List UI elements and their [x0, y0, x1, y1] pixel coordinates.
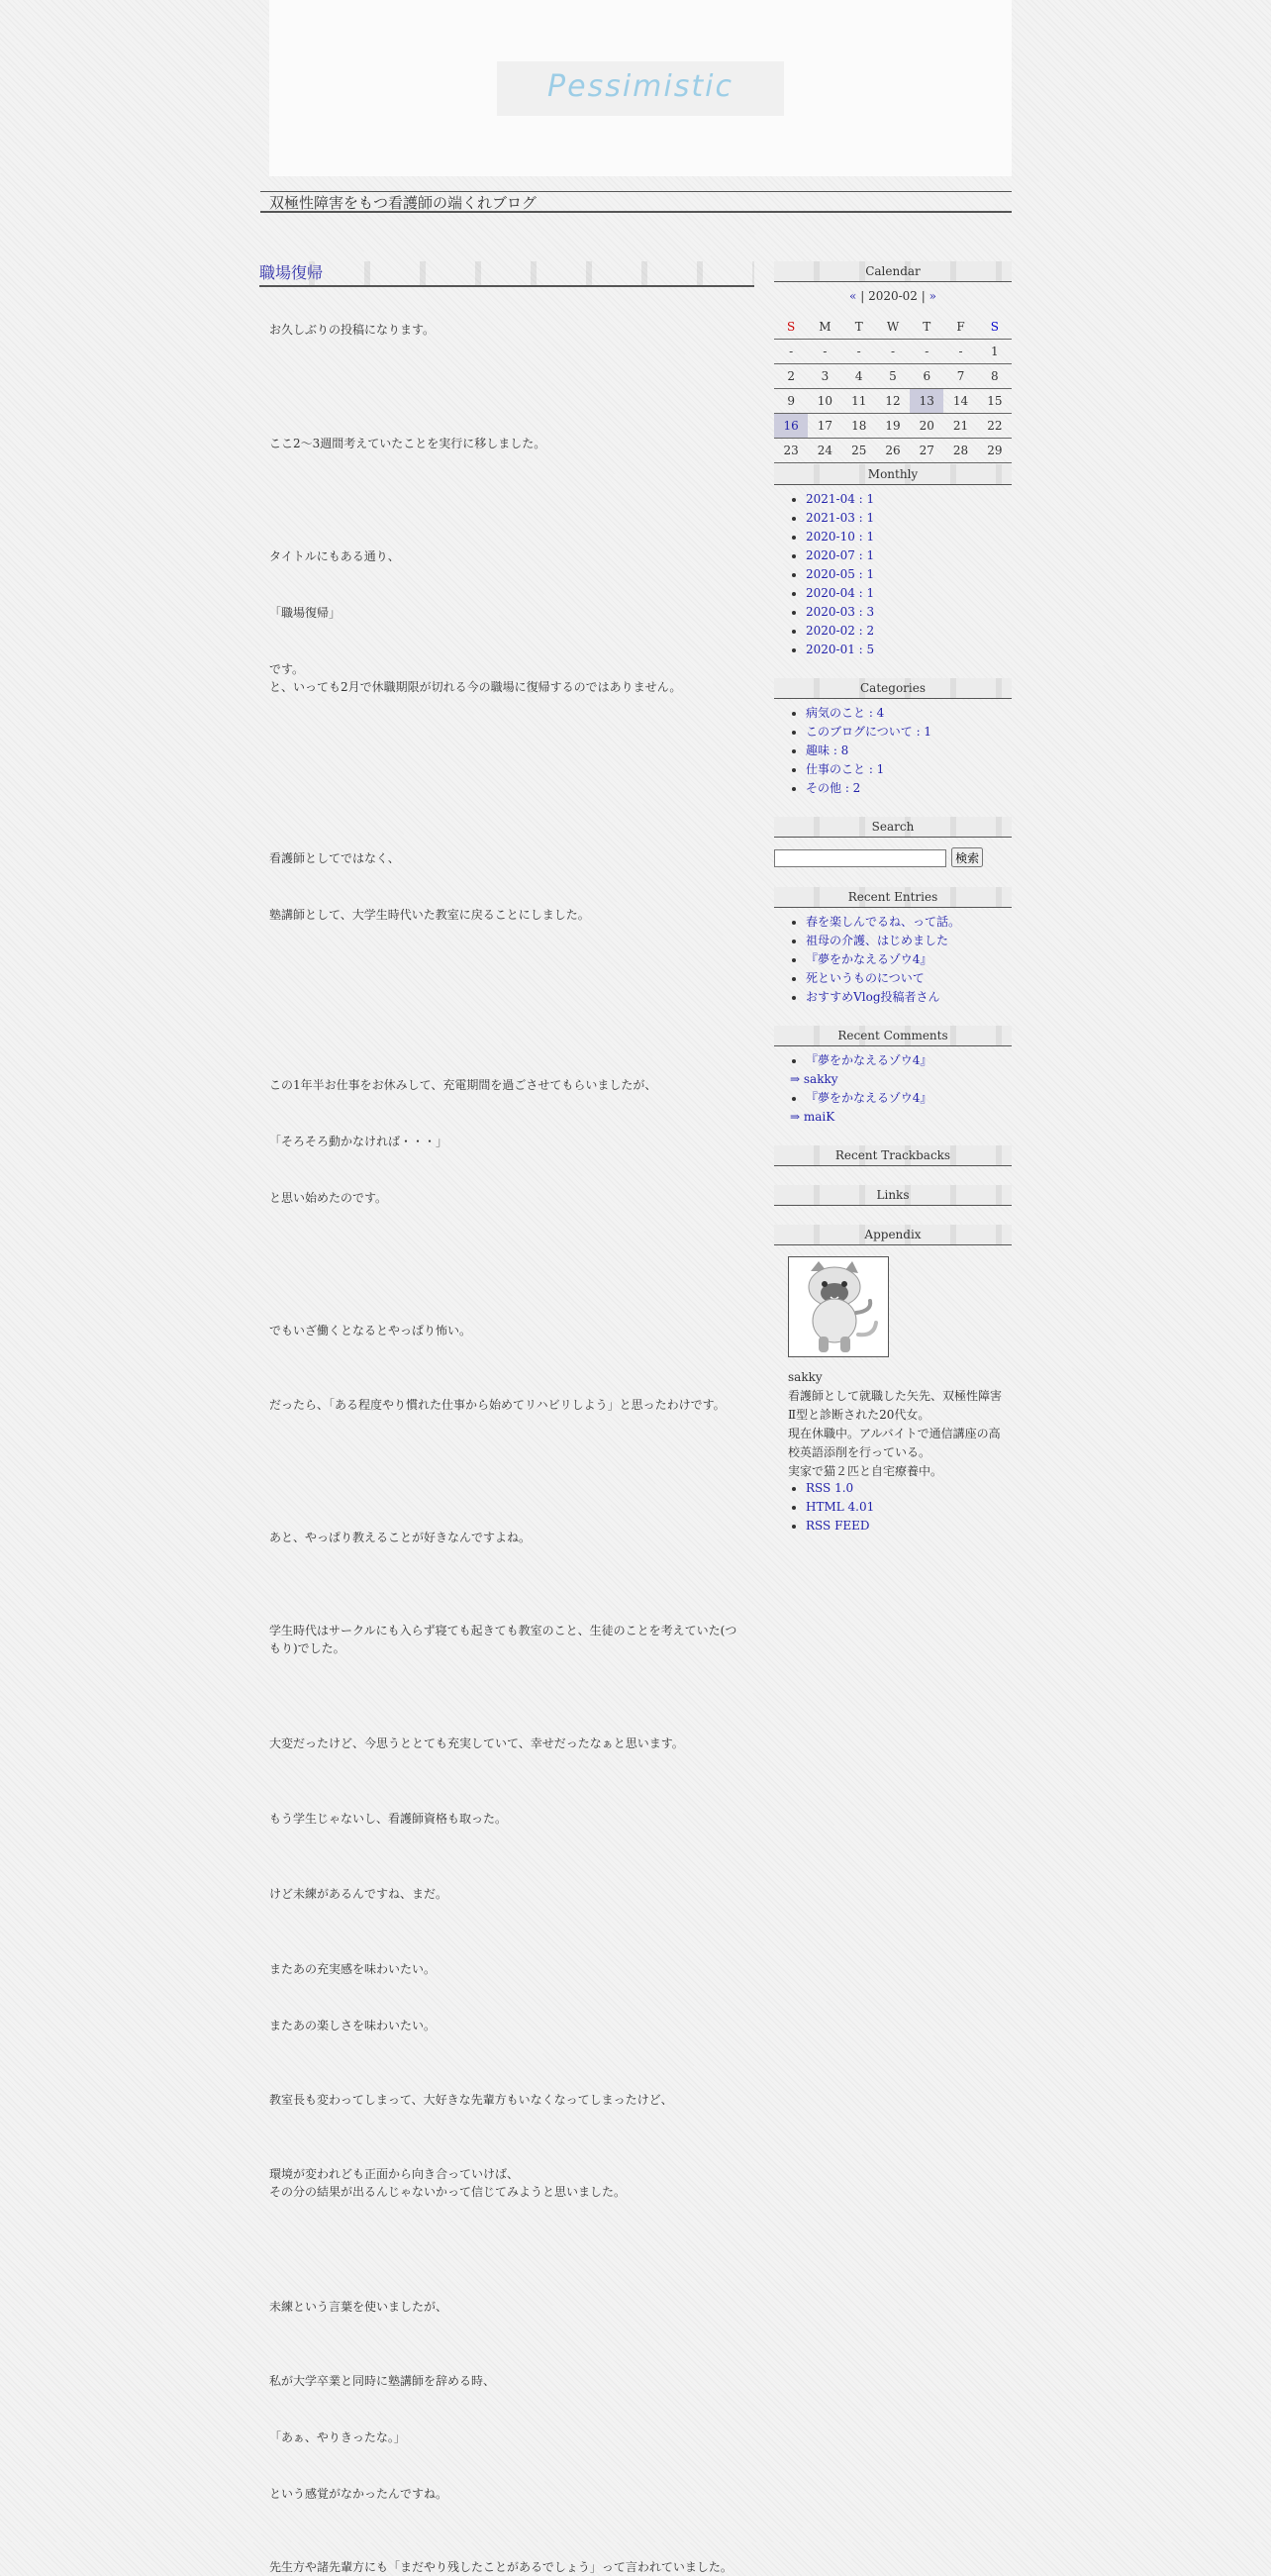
- profile-avatar: [788, 1256, 889, 1357]
- banner-inner: [497, 61, 784, 116]
- arrow-icon: ⇒: [790, 1110, 801, 1124]
- entry-paragraph: あと、やっぱり教えることが好きなんですよね。: [269, 1531, 532, 1544]
- cat-avatar-icon: [789, 1257, 888, 1356]
- header-banner[interactable]: [269, 0, 1012, 176]
- calendar-day-header: F: [943, 315, 977, 340]
- recent-entry-link[interactable]: 『夢をかなえるゾウ4』: [806, 952, 932, 966]
- calendar-cell: 28: [943, 439, 977, 463]
- entry-paragraph: 先生方や諸先輩方にも「まだやり残したことがあるでしょう」って言われていました。: [269, 2560, 733, 2574]
- entry-paragraph: この1年半お仕事をお休みして、充電期間を過ごさせてもらいましたが、: [269, 1078, 657, 1092]
- calendar-cell: 2: [774, 364, 808, 389]
- entry-paragraph: 「職場復帰」: [269, 606, 342, 620]
- blog-title-link[interactable]: 双極性障害をもつ看護師の端くれブログ: [269, 194, 538, 212]
- calendar-cell-post-link[interactable]: [774, 414, 808, 439]
- calendar-prev-link[interactable]: «: [849, 289, 857, 303]
- entry-paragraph: 教室長も変わってしまって、大好きな先輩方もいなくなってしまったけど、: [269, 2093, 673, 2107]
- calendar-cell: 10: [808, 389, 841, 414]
- calendar-cell: 11: [842, 389, 876, 414]
- calendar-cell: 25: [842, 439, 876, 463]
- entry-paragraph: と思い始めたのです。: [269, 1191, 388, 1205]
- category-item: [806, 742, 1012, 760]
- monthly-link[interactable]: 2020-04 : 1: [806, 586, 875, 600]
- rss-feed-link[interactable]: RSS FEED: [806, 1519, 870, 1533]
- blog-logo[interactable]: Pessimistic: [547, 69, 733, 104]
- calendar-table: [774, 315, 1012, 463]
- recent-entry-link[interactable]: 死というものについて: [806, 971, 925, 985]
- category-link[interactable]: このブログについて : 1: [806, 725, 932, 739]
- calendar-cell: 18: [842, 414, 876, 439]
- monthly-link[interactable]: 2021-03 : 1: [806, 511, 875, 525]
- monthly-link[interactable]: 2020-02 : 2: [806, 624, 875, 638]
- category-link[interactable]: 趣味 : 8: [806, 743, 849, 757]
- calendar-cell: 29: [978, 439, 1012, 463]
- calendar-day-header: M: [808, 315, 841, 340]
- entry-paragraph: お久しぶりの投稿になります。: [269, 323, 436, 337]
- category-link[interactable]: 仕事のこと : 1: [806, 762, 885, 776]
- monthly-link[interactable]: 2020-01 : 5: [806, 643, 875, 656]
- monthly-item: [806, 584, 1012, 603]
- calendar-cell: 27: [910, 439, 943, 463]
- recent-entry-link[interactable]: 春を楽しんでるね、って話。: [806, 915, 961, 929]
- recent-entry-item: [806, 913, 1012, 932]
- entry-paragraph: 看護師としてではなく、: [269, 851, 400, 865]
- calendar-cell: -: [943, 340, 977, 364]
- search-input[interactable]: [774, 849, 946, 867]
- entry-paragraph: またあの楽しさを味わいたい。: [269, 2019, 437, 2032]
- recent-comment-entry-list: [774, 1089, 1012, 1108]
- monthly-link[interactable]: 2021-04 : 1: [806, 492, 875, 506]
- calendar-cell: 26: [876, 439, 910, 463]
- calendar-cell: 14: [943, 389, 977, 414]
- category-item: [806, 723, 1012, 742]
- categories-heading: Categories: [774, 678, 1012, 699]
- calendar-day-header: S: [774, 315, 808, 340]
- calendar-cell: 20: [910, 414, 943, 439]
- entry-paragraph: 「そろそろ動かなければ・・・」: [269, 1135, 448, 1148]
- entry-paragraph: 「あぁ、やりきったな。」: [269, 2430, 406, 2444]
- calendar-separator: |: [856, 289, 869, 303]
- calendar-cell: 6: [910, 364, 943, 389]
- monthly-item: [806, 528, 1012, 546]
- calendar-cell: 4: [842, 364, 876, 389]
- calendar-cell: 12: [876, 389, 910, 414]
- calendar-cell: -: [808, 340, 841, 364]
- recent-entry-link[interactable]: 祖母の介護、はじめました: [806, 934, 949, 947]
- search-form: [774, 847, 983, 867]
- calendar-cell: 15: [978, 389, 1012, 414]
- recent-entry-item: [806, 950, 1012, 969]
- calendar-cell: 19: [876, 414, 910, 439]
- category-link[interactable]: 病気のこと : 4: [806, 706, 885, 720]
- recent-entry-item: [806, 988, 1012, 1007]
- profile-name: sakky: [788, 1370, 823, 1384]
- search-button[interactable]: 検索: [951, 847, 983, 867]
- recent-entries-list: [774, 913, 1012, 1007]
- links-heading: Links: [774, 1185, 1012, 1206]
- recent-entries-heading: Recent Entries: [774, 887, 1012, 908]
- entry-paragraph: という感覚がなかったんですね。: [269, 2487, 448, 2501]
- monthly-item: [806, 490, 1012, 509]
- calendar-cell: -: [910, 340, 943, 364]
- calendar-day-link[interactable]: 16: [783, 419, 799, 433]
- monthly-link[interactable]: 2020-07 : 1: [806, 548, 875, 562]
- recent-comment-entry-list: [774, 1051, 1012, 1070]
- monthly-item: [806, 622, 1012, 641]
- calendar-cell: 22: [978, 414, 1012, 439]
- monthly-list: [774, 490, 1012, 659]
- entry-title[interactable]: [259, 261, 754, 287]
- calendar-cell-highlighted: 13: [910, 389, 943, 414]
- feed-link-item: [806, 1479, 1012, 1498]
- calendar-cell: 1: [978, 340, 1012, 364]
- calendar-cell: 9: [774, 389, 808, 414]
- entry-paragraph: ここ2～3週間考えていたことを実行に移しました。: [269, 437, 546, 450]
- entry-paragraph: 大変だったけど、今思うととても充実していて、幸せだったなぁと思います。: [269, 1736, 684, 1750]
- calendar-cell: 17: [808, 414, 841, 439]
- calendar-cell: -: [876, 340, 910, 364]
- entry-paragraph: けど未練があるんですね、まだ。: [269, 1887, 448, 1901]
- calendar-cell: 21: [943, 414, 977, 439]
- category-item: [806, 760, 1012, 779]
- feed-link-item: [806, 1498, 1012, 1517]
- entry-paragraph: と、いっても2月で休職期限が切れる今の職場に復帰するのではありません。: [269, 680, 682, 694]
- profile-bio-line: 実家で猫２匹と自宅療養中。: [788, 1464, 943, 1478]
- recent-comment-item: [806, 1051, 1012, 1070]
- calendar-nav: [774, 289, 1012, 303]
- entry-paragraph: 学生時代はサークルにも入らず寝ても起きても教室のこと、生徒のことを考えていた(つもり)でした。: [269, 1624, 737, 1655]
- calendar-day-header: T: [910, 315, 943, 340]
- calendar-day-header: T: [842, 315, 876, 340]
- profile-bio-line: 現在休職中。アルバイトで通信講座の高校英語添削を行っている。: [788, 1427, 1001, 1459]
- recent-comments-list: [774, 1051, 1012, 1127]
- recent-comments-heading: Recent Comments: [774, 1026, 1012, 1046]
- recent-entry-item: [806, 932, 1012, 950]
- monthly-link[interactable]: 2020-05 : 1: [806, 567, 875, 581]
- calendar-cell: 3: [808, 364, 841, 389]
- recent-trackbacks-heading: Recent Trackbacks: [774, 1145, 1012, 1166]
- recent-comment-author-link[interactable]: sakky: [803, 1072, 838, 1086]
- feed-links-list: [774, 1479, 1012, 1536]
- main-content: [259, 261, 754, 2574]
- blog-title[interactable]: [260, 191, 1012, 213]
- recent-comment-author-row: [774, 1108, 1012, 1127]
- entry-paragraph: その分の結果が出るんじゃないかって信じてみようと思いました。: [269, 2185, 627, 2199]
- arrow-icon: ⇒: [790, 1072, 801, 1086]
- calendar-cell: -: [842, 340, 876, 364]
- profile-bio-line: 看護師として就職した矢先、双極性障害Ⅱ型と診断された20代女。: [788, 1389, 1003, 1422]
- category-item: [806, 704, 1012, 723]
- html401-link[interactable]: HTML 4.01: [806, 1500, 875, 1514]
- calendar-cell: 5: [876, 364, 910, 389]
- monthly-item: [806, 603, 1012, 622]
- rss1-link[interactable]: RSS 1.0: [806, 1481, 854, 1495]
- calendar-cell: 23: [774, 439, 808, 463]
- calendar-next-link[interactable]: »: [929, 289, 936, 303]
- profile-text: [788, 1368, 1008, 1481]
- categories-list: [774, 704, 1012, 798]
- calendar-cell: 8: [978, 364, 1012, 389]
- monthly-link[interactable]: 2020-10 : 1: [806, 530, 875, 544]
- monthly-heading: Monthly: [774, 464, 1012, 485]
- monthly-item: [806, 565, 1012, 584]
- category-link[interactable]: その他 : 2: [806, 781, 861, 795]
- monthly-link[interactable]: 2020-03 : 3: [806, 605, 875, 619]
- recent-comment-entry-link[interactable]: 『夢をかなえるゾウ4』: [806, 1091, 932, 1105]
- calendar-month: 2020-02: [868, 289, 918, 303]
- appendix-heading: Appendix: [774, 1225, 1012, 1245]
- calendar-cell: 7: [943, 364, 977, 389]
- entry-paragraph: もう学生じゃないし、看護師資格も取った。: [269, 1812, 508, 1826]
- calendar-heading: Calendar: [774, 261, 1012, 282]
- entry-paragraph: 塾講師として、大学生時代いた教室に戻ることにしました。: [269, 908, 590, 922]
- recent-comment-author-row: [774, 1070, 1012, 1089]
- calendar-separator: |: [917, 289, 929, 303]
- entry-paragraph: です。: [269, 662, 305, 676]
- entry-paragraph: 環境が変われども正面から向き合っていけば、: [269, 2167, 520, 2181]
- search-heading: Search: [774, 817, 1012, 838]
- monthly-item: [806, 509, 1012, 528]
- recent-comment-author-link[interactable]: maiK: [803, 1110, 835, 1124]
- entry-paragraph: だったら、「ある程度やり慣れた仕事から始めてリハビリしよう」と思ったわけです。: [269, 1398, 726, 1412]
- calendar-cell: 24: [808, 439, 841, 463]
- monthly-item: [806, 641, 1012, 659]
- category-item: [806, 779, 1012, 798]
- recent-entry-link[interactable]: おすすめVlog投稿者さん: [806, 990, 940, 1004]
- entry-paragraph: タイトルにもある通り、: [269, 549, 400, 563]
- monthly-item: [806, 546, 1012, 565]
- calendar-day-header: S: [978, 315, 1012, 340]
- entry-paragraph: 未練という言葉を使いましたが、: [269, 2300, 448, 2314]
- recent-comment-entry-link[interactable]: 『夢をかなえるゾウ4』: [806, 1053, 932, 1067]
- entry-paragraph: またあの充実感を味わいたい。: [269, 1962, 437, 1976]
- entry-paragraph: でもいざ働くとなるとやっぱり怖い。: [269, 1324, 472, 1338]
- entry-paragraph: 私が大学卒業と同時に塾講師を辞める時、: [269, 2374, 496, 2388]
- feed-link-item: [806, 1517, 1012, 1536]
- calendar-cell: -: [774, 340, 808, 364]
- recent-comment-item: [806, 1089, 1012, 1108]
- recent-entry-item: [806, 969, 1012, 988]
- entry-title-link[interactable]: 職場復帰: [259, 263, 324, 282]
- calendar-day-header: W: [876, 315, 910, 340]
